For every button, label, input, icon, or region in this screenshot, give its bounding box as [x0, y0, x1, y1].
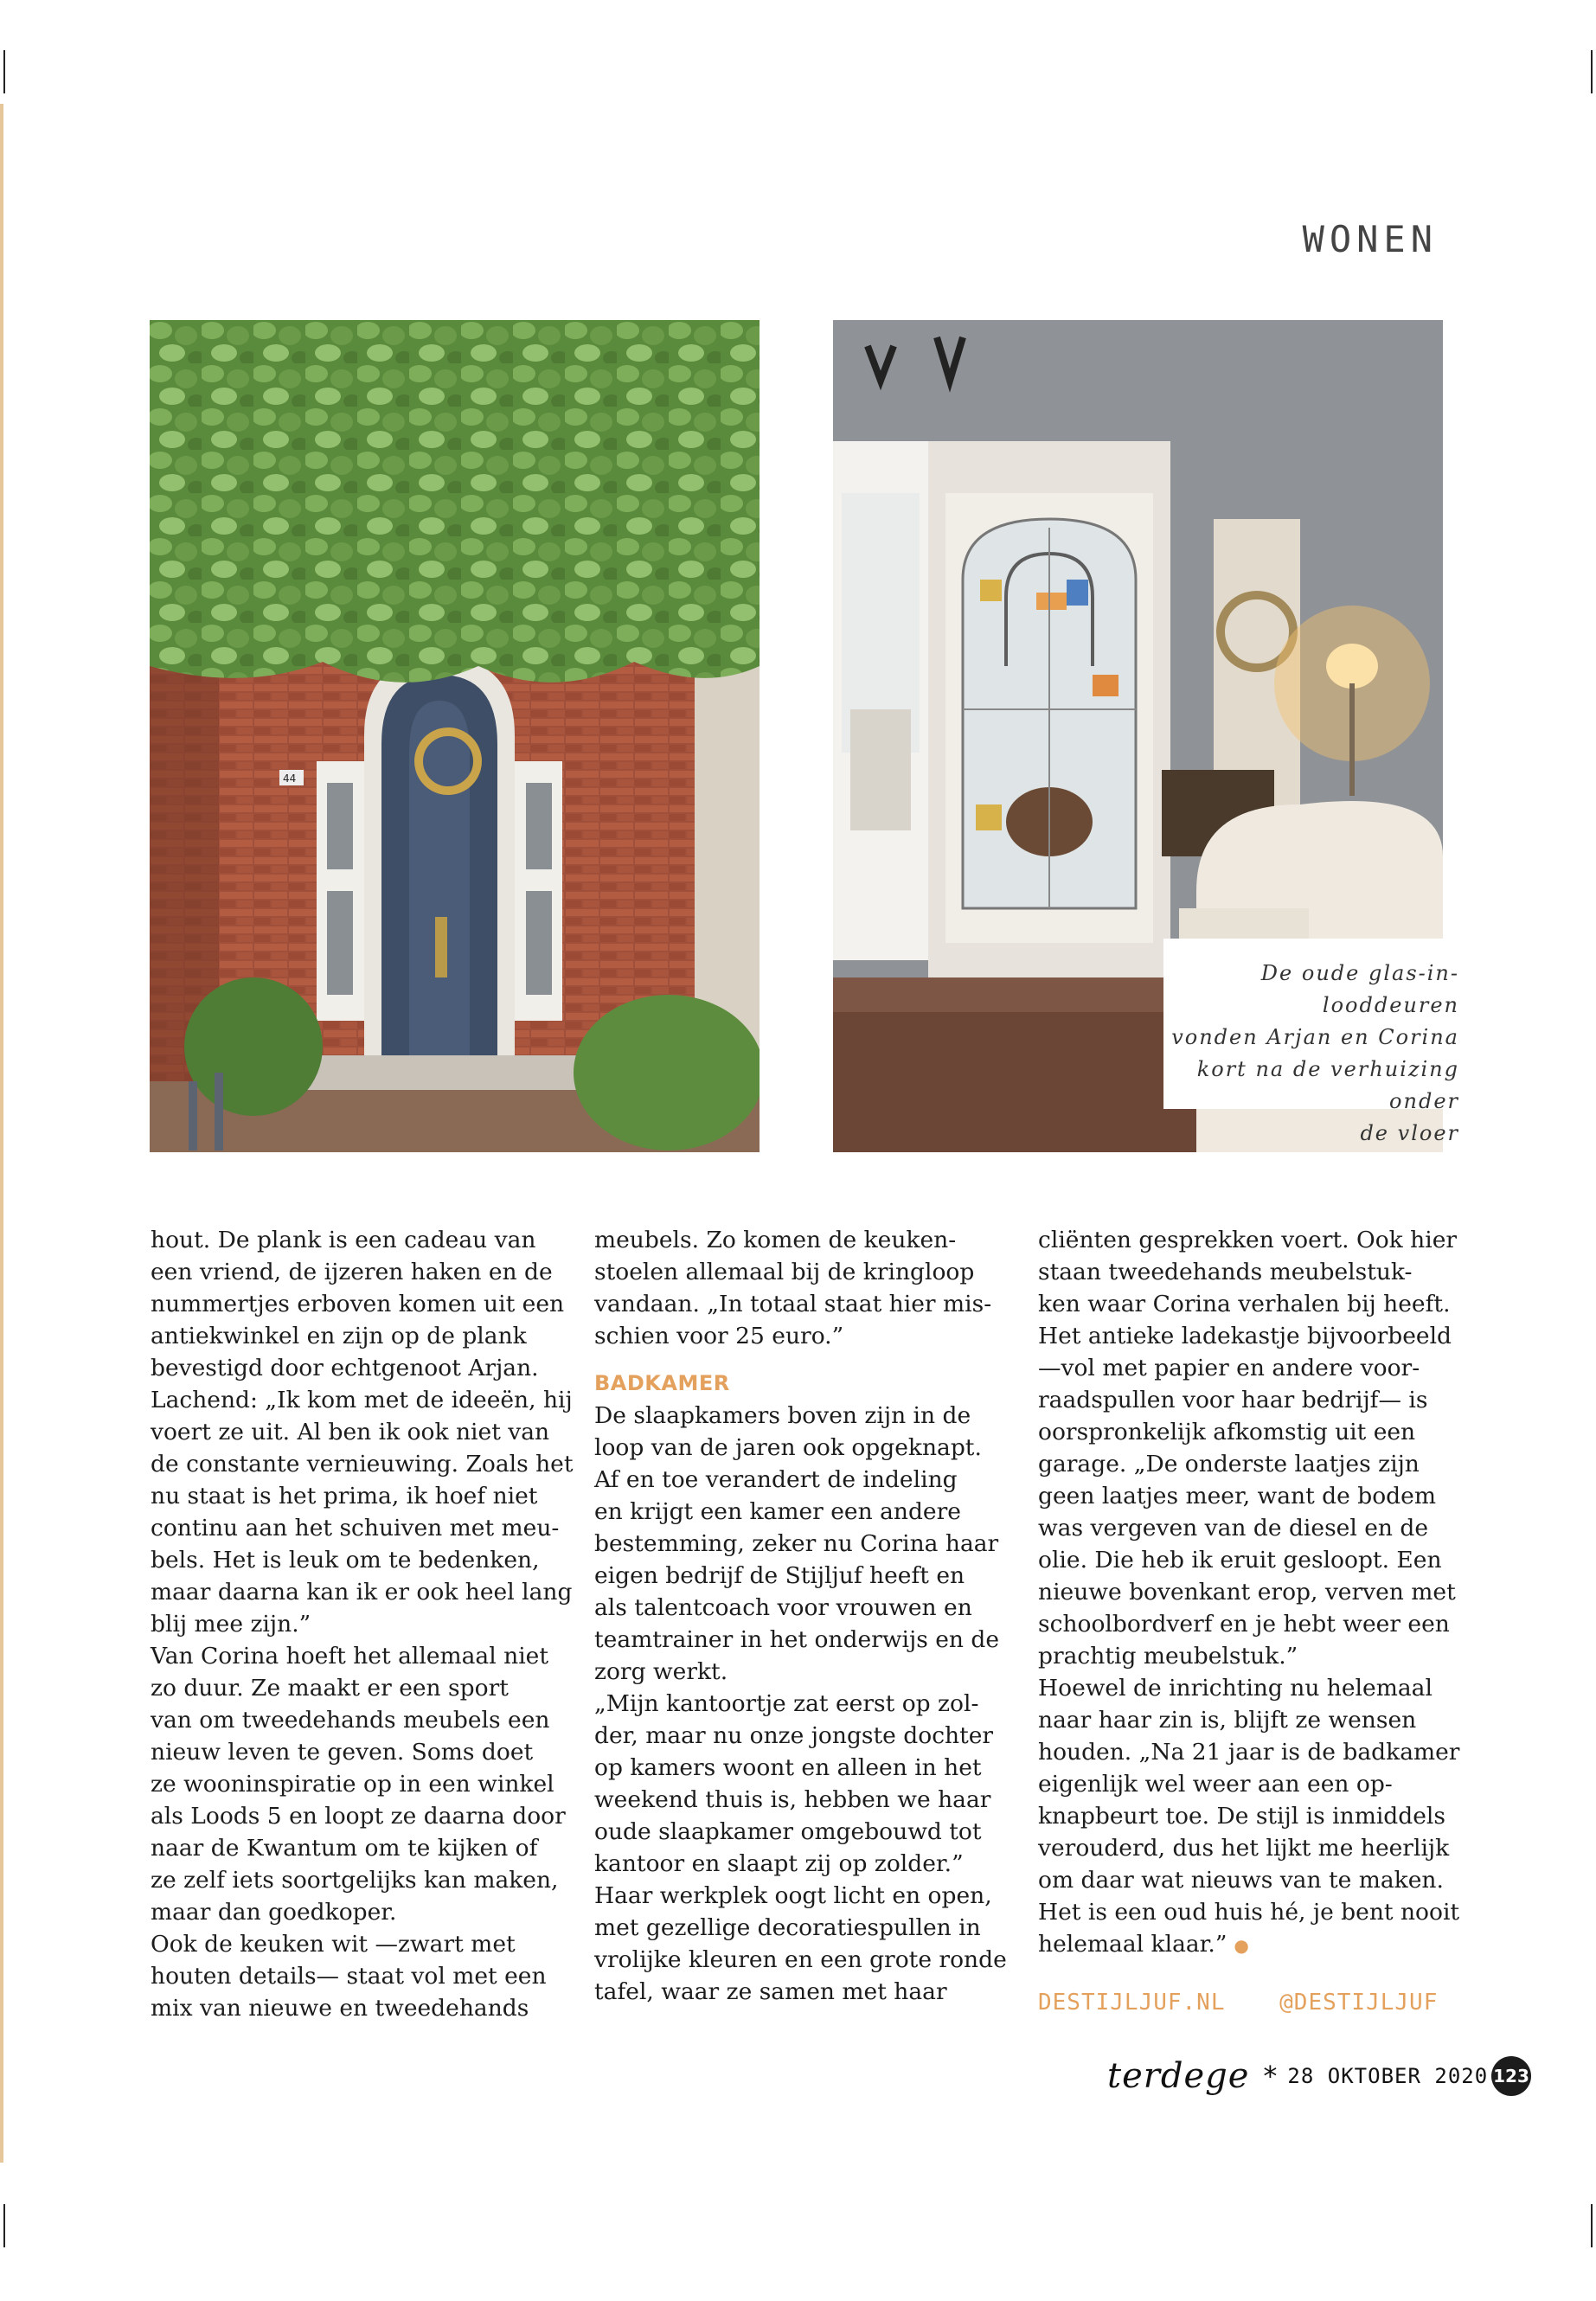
- page-footer: [1107, 2055, 1488, 2097]
- body-text-line: oude slaapkamer omgebouwd tot: [594, 1818, 982, 1845]
- house-number: 44: [283, 772, 297, 785]
- text-column-3: [1038, 1224, 1460, 1960]
- body-text-line: tafel, waar ze samen met haar: [594, 1978, 947, 2005]
- body-text-line: garage. „De onderste laatjes zijn: [1038, 1451, 1420, 1477]
- body-text-line: een vriend, de ijzeren haken en de: [151, 1259, 553, 1285]
- body-text-line: om daar wat nieuws van te maken.: [1038, 1867, 1444, 1894]
- body-text-line: der, maar nu onze jongste dochter: [594, 1722, 994, 1749]
- body-text-line: zo duur. Ze maakt er een sport: [151, 1675, 509, 1702]
- section-heading: BADKAMER: [594, 1371, 730, 1395]
- paragraph-gap: [594, 1352, 1001, 1368]
- body-text-line: de constante vernieuwing. Zoals het: [151, 1451, 574, 1477]
- caption-line: de vloer: [1360, 1121, 1459, 1145]
- body-text-line: maar daarna kan ik er ook heel lang: [151, 1579, 573, 1606]
- body-text-line: De slaapkamers boven zijn in de: [594, 1402, 971, 1429]
- body-text-line: en krijgt een kamer een andere: [594, 1498, 961, 1525]
- body-text-line: Ook de keuken wit —zwart met: [151, 1931, 516, 1958]
- body-text-line: meubels. Zo komen de keuken-: [594, 1227, 957, 1253]
- body-text-line: geen laatjes meer, want de bodem: [1038, 1483, 1436, 1509]
- body-text-line: Haar werkplek oogt licht en open,: [594, 1882, 992, 1909]
- body-text-line: ze zelf iets soortgelijks kan maken,: [151, 1867, 559, 1894]
- body-text-line: olie. Die heb ik eruit gesloopt. Een: [1038, 1547, 1442, 1574]
- body-text-line: vrolijke kleuren en een grote ronde: [594, 1946, 1007, 1973]
- photo-front-door: [150, 320, 760, 1152]
- body-text-line: eigen bedrijf de Stijljuf heeft en: [594, 1562, 965, 1589]
- social-handle[interactable]: @DESTIJLJUF: [1279, 1990, 1439, 2016]
- body-text-line: staan tweedehands meubelstuk-: [1038, 1259, 1413, 1285]
- body-text-line: weekend thuis is, hebben we haar: [594, 1786, 991, 1813]
- text-column-2: [594, 1224, 1007, 2008]
- body-text-line: voert ze uit. Al ben ik ook niet van: [151, 1419, 550, 1445]
- end-of-article-dot: ●: [1234, 1935, 1249, 1956]
- body-text-line: zorg werkt.: [594, 1658, 728, 1685]
- body-text-line: knapbeurt toe. De stijl is inmiddels: [1038, 1803, 1445, 1830]
- body-text-line: vandaan. „In totaal staat hier mis-: [594, 1291, 992, 1317]
- crop-mark-top-left: [3, 50, 5, 93]
- body-text-line: nieuwe bovenkant erop, verven met: [1038, 1579, 1456, 1606]
- body-text-line: cliënten gesprekken voert. Ook hier: [1038, 1227, 1458, 1253]
- body-text-line: ken waar Corina verhalen bij heeft.: [1038, 1291, 1451, 1317]
- section-label: WONEN: [1302, 218, 1438, 260]
- body-text-line: bestemming, zeker nu Corina haar: [594, 1530, 999, 1557]
- body-text-line: mix van nieuwe en tweedehands: [151, 1995, 529, 2022]
- body-text-line: van om tweedehands meubels een: [151, 1707, 550, 1734]
- body-text-line: als talentcoach voor vrouwen en: [594, 1594, 972, 1621]
- body-text-line: als Loods 5 en loopt ze daarna door: [151, 1803, 566, 1830]
- page-number-badge: 123: [1491, 2056, 1531, 2096]
- issue-date: 28 OKTOBER 2020: [1287, 2064, 1489, 2088]
- body-text-line: naar haar zin is, blijft ze wensen: [1038, 1707, 1417, 1734]
- body-text-line: —vol met papier en andere voor-: [1038, 1355, 1420, 1381]
- crop-mark-bottom-right: [1591, 2204, 1593, 2247]
- body-text-line: maar dan goedkoper.: [151, 1899, 397, 1926]
- text-column-1: [151, 1224, 574, 2024]
- body-text-line: houten details— staat vol met een: [151, 1963, 547, 1990]
- body-text-line: eigenlijk wel weer aan een op-: [1038, 1771, 1393, 1798]
- web-links: [1038, 1990, 1477, 2016]
- body-text-line: nummertjes erboven komen uit een: [151, 1291, 565, 1317]
- crop-mark-top-right: [1591, 50, 1593, 93]
- body-text-line: Van Corina hoeft het allemaal niet: [151, 1643, 548, 1670]
- body-text-line: schoolbordverf en je hebt weer een: [1038, 1611, 1450, 1638]
- body-text-line: teamtrainer in het onderwijs en de: [594, 1626, 1000, 1653]
- body-text-line: schien voor 25 euro.”: [594, 1323, 844, 1349]
- body-text-line: antiekwinkel en zijn op de plank: [151, 1323, 527, 1349]
- body-text-line: bevestigd door echtgenoot Arjan.: [151, 1355, 539, 1381]
- body-text-line: op kamers woont en alleen in het: [594, 1754, 982, 1781]
- body-text-line: stoelen allemaal bij de kringloop: [594, 1259, 975, 1285]
- photo-caption: [1163, 939, 1482, 1145]
- body-text-line: helemaal klaar.” ●: [1038, 1931, 1249, 1958]
- magazine-brand: terdege: [1107, 2056, 1250, 2096]
- body-text-line: bels. Het is leuk om te bedenken,: [151, 1547, 540, 1574]
- body-text-line: continu aan het schuiven met meu-: [151, 1515, 560, 1541]
- caption-line: kort na de verhuizing onder: [1196, 1057, 1459, 1113]
- body-text-line: kantoor en slaapt zij op zolder.”: [594, 1850, 964, 1877]
- body-text-line: loop van de jaren ook opgeknapt.: [594, 1434, 982, 1461]
- asterisk-separator: *: [1263, 2060, 1278, 2093]
- body-text-line: nieuw leven te geven. Soms doet: [151, 1739, 534, 1766]
- website-link[interactable]: DESTIJLJUF.NL: [1038, 1990, 1226, 2016]
- body-text-line: Lachend: „Ik kom met de ideeën, hij: [151, 1387, 573, 1413]
- body-text-line: nu staat is het prima, ik hoef niet: [151, 1483, 538, 1509]
- body-text-line: houden. „Na 21 jaar is de badkamer: [1038, 1739, 1460, 1766]
- body-text-line: naar de Kwantum om te kijken of: [151, 1835, 538, 1862]
- body-text-line: „Mijn kantoortje zat eerst op zol-: [594, 1690, 979, 1717]
- body-text-line: Het is een oud huis hé, je bent nooit: [1038, 1899, 1460, 1926]
- body-text-line: Hoewel de inrichting nu helemaal: [1038, 1675, 1433, 1702]
- body-text-line: ze wooninspiratie op in een winkel: [151, 1771, 554, 1798]
- body-text-line: Het antieke ladekastje bijvoorbeeld: [1038, 1323, 1452, 1349]
- body-text-line: prachtig meubelstuk.”: [1038, 1643, 1298, 1670]
- body-text-line: met gezellige decoratiespullen in: [594, 1914, 981, 1941]
- body-text-line: oorspronkelijk afkomstig uit een: [1038, 1419, 1416, 1445]
- spine-edge: [0, 104, 3, 2163]
- body-text-line: Af en toe verandert de indeling: [594, 1466, 958, 1493]
- body-text-line: was vergeven van de diesel en de: [1038, 1515, 1429, 1541]
- body-text-line: hout. De plank is een cadeau van: [151, 1227, 536, 1253]
- body-text-line: blij mee zijn.”: [151, 1611, 311, 1638]
- caption-line: vonden Arjan en Corina: [1171, 1025, 1459, 1049]
- crop-mark-bottom-left: [3, 2204, 5, 2247]
- body-text-line: raadspullen voor haar bedrijf— is: [1038, 1387, 1428, 1413]
- caption-line: De oude glas-in-looddeuren: [1260, 961, 1459, 1017]
- body-text-line: verouderd, dus het lijkt me heerlijk: [1038, 1835, 1450, 1862]
